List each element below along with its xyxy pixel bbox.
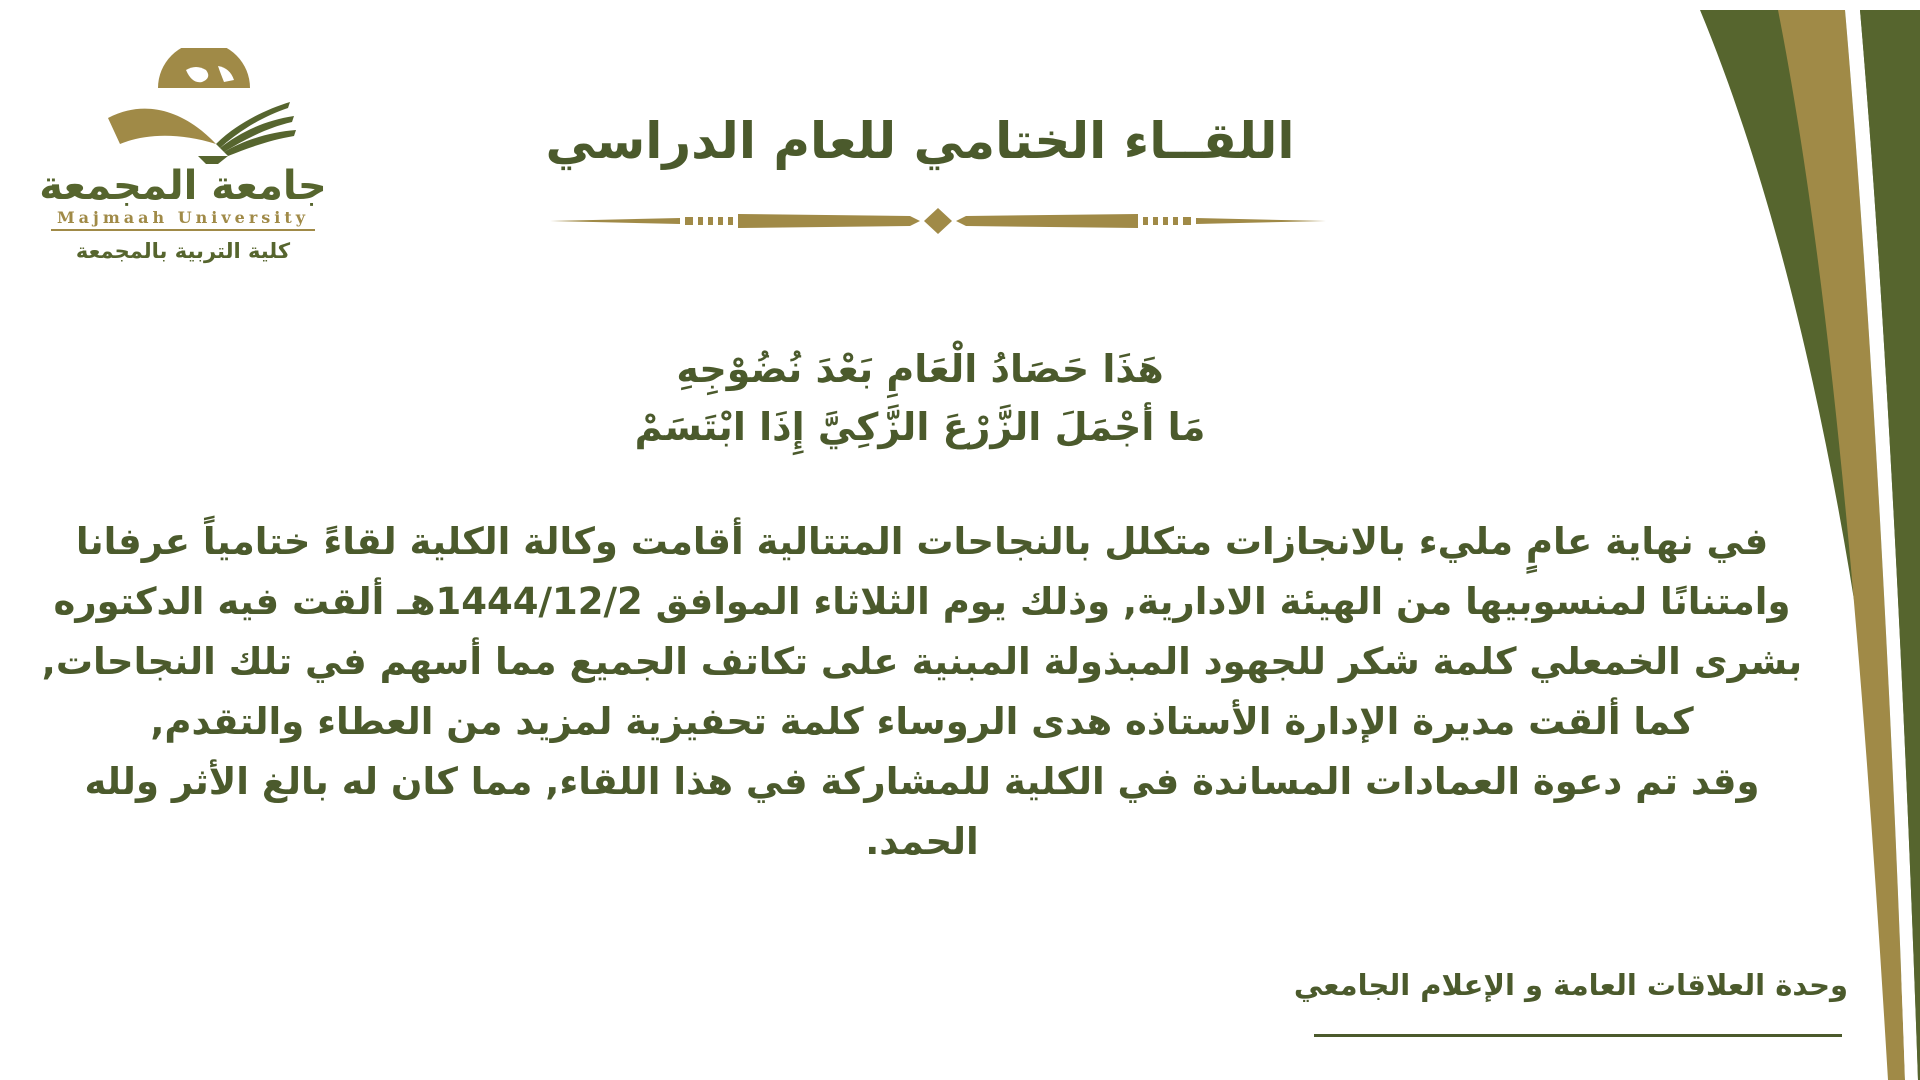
footer-underline — [1314, 1034, 1842, 1037]
book-globe-icon — [68, 48, 298, 168]
body-text — [22, 512, 1822, 872]
body-paragraph-2: وقد تم دعوة العمادات المساندة في الكلية للمشاركة في هذا اللقاء, مما كان له بالغ الأثر ولله الحمد. — [84, 760, 1760, 863]
body-paragraph-1: في نهاية عامٍ مليء بالانجازات متكلل بالنجاحات المتتالية أقامت وكالة الكلية لقاءً ختامياً عرفانا وامتنانًا لمنسوبيها من الهيئة الادارية, وذلك يوم الثلاثاء الموافق 1444/12/2هـ ألقت فيه الدكتوره بشرى الخمعلي كلمة شكر للجهود المبذولة المبنية على تكاتف الجميع مما أسهم في تلك النجاحات, كما ألقت مديرة الإدارة الأستاذه هدى الروساء كلمة تحفيزية لمزيد من العطاء والتقدم, — [41, 520, 1803, 743]
logo-arabic-name: جامعة المجمعة — [39, 163, 327, 209]
ornamental-divider — [550, 206, 1326, 236]
footer-unit-name: وحدة العلاقات العامة و الإعلام الجامعي — [1293, 968, 1848, 1002]
logo-college-name: كلية التربية بالمجمعة — [75, 239, 291, 263]
poem-line-1: هَذَا حَصَادُ الْعَامِ بَعْدَ نُضُوْجِهِ — [676, 347, 1164, 391]
poem-line-2: مَا أجْمَلَ الزَّرْعَ الزَّكِيَّ إِذَا ابْتَسَمْ — [634, 405, 1206, 449]
logo-english-name: Majmaah University — [51, 208, 315, 231]
page-title: اللقــاء الختامي للعام الدراسي — [545, 112, 1295, 170]
university-logo — [28, 48, 338, 278]
poem-verse — [440, 340, 1400, 456]
